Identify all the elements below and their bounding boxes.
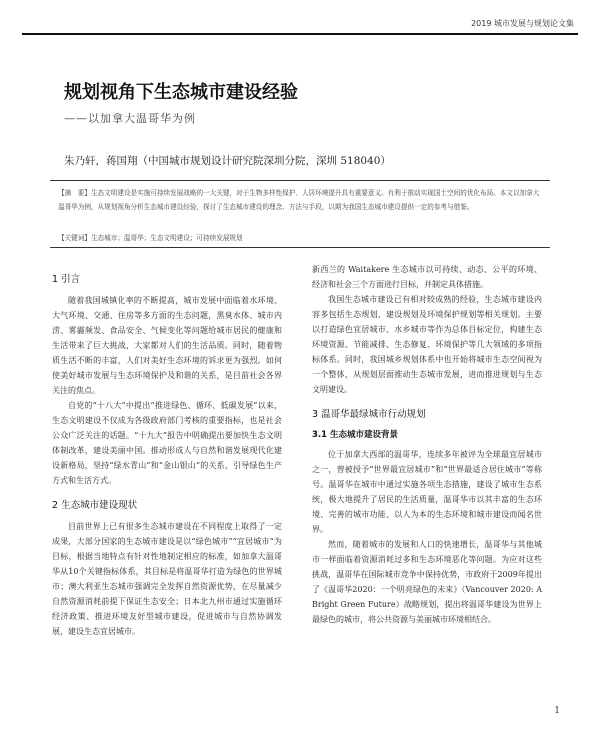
paragraph: 新西兰的 Waitakere 生态城市以可持续、动态、公平的环境、经济和社会三个方面进行目标，并制定具体措施。 — [312, 265, 542, 289]
right-column — [312, 262, 542, 627]
article-subtitle: ——以加拿大温哥华为例 — [64, 112, 196, 125]
abstract: 【摘 要】生态文明建设是实施可持续发展战略的一大关键，对于生物多样性保护、人居环境提升具有重要意义。有利于推动实现国土空间的优化布局。本文以加拿大温哥华为例，从规划视角分析生态城市建设经验，探讨了生态城市建设的理念、方法与手段，以期为我国生态城市建设提供一定的参考与借鉴。 — [58, 189, 540, 211]
header-rule — [22, 33, 578, 35]
left-column — [52, 262, 282, 639]
section-heading-vancouver-plan: 3 温哥华最绿城市行动规划 — [312, 409, 426, 420]
article-authors: 朱乃轩，蒋国翔（中国城市规划设计研究院深圳分院，深圳 518040） — [64, 155, 391, 167]
paragraph: 目前世界上已有很多生态城市建设在不同程度上取得了一定成果，大部分国家的生态城市建设是以“绿色城市”“宜居城市”为目标，根据当地特点有针对性地制定相应的标准，如加拿大温哥华从10个关键指标体系，其目标是将温哥华打造为绿色的世界城市；澳大利亚生态城市强调完全发挥自然资源优势，在尽量减少自然资源消耗前提下保证生态安全；日本北九州市通过实施循环经济政策、推进环境友好型城市建设，促进城市与自然协调发展，建设生态宜居城市。 — [52, 522, 282, 636]
paragraph: 我国生态城市建设已有相对较成熟的经验，生态城市建设内容多包括生态规划、建设规划及环境保护规划等相关规划。主要以打造绿色宜居城市、水乡城市等作为总体目标定位，构建生态环境资源、节能减排、生态修复、环境保护等几大领域的多项指标体系。同时，我国城乡规划体系中也开始将城市生态空间视为一个整体，从规划层面推动生态城市发展，进而推进规划与生态文明建设。 — [312, 295, 542, 394]
keywords: 【关键词】生态城市；温哥华；生态文明建设；可持续发展规划 — [58, 234, 243, 242]
subsection-heading-background: 3.1 生态城市建设背景 — [312, 430, 399, 440]
abstract-rule-top — [50, 180, 550, 181]
paragraph: 随着我国城镇化率的不断提高，城市发展中面临着水环境、大气环境、交通、住房等多方面的生态问题，黑臭水体、城市内涝、雾霾频发、食品安全、气候变化等问题给城市居民的健康和生活带来了巨大挑战，大家都对人们的生活品质。同时，随着物质生活不断的丰富，人们对美好生态环境的诉求更为强烈。如何使美好城市发展与生态环境保护及和谐的关系，是目前社会各界关注的焦点。 — [52, 296, 282, 395]
section-heading-introduction: 1 引言 — [52, 274, 81, 285]
paragraph: 位于加拿大西部的温哥华，连续多年被评为全球最宜居城市之一，曾被授予“世界最宜居城市”和“世界最适合居住城市”等称号。温哥华在城市中通过实施各项生态措施，建设了城市生态系统，极大地提升了居民的生活质量，温哥华市以其丰富的生态环境、完善的城市功能、以人为本的生态环境和城市建设而闻名世界。 — [312, 450, 542, 534]
section-heading-status: 2 生态城市建设现状 — [52, 500, 138, 511]
paragraph: 然而，随着城市的发展和人口的快速增长，温哥华与其他城市一样面临着资源消耗过多和生态环境恶化等问题。为应对这些挑战，温哥华在国际城市竞争中保持优势，市政府于2009年提出了《温哥华2020：一个明亮绿色的未来》（Vancouver 2020: A Bright Green Future）战略规划，提出将温哥华建设为世界上最绿色的城市，将公共资源与美丽城市环境相结合。 — [312, 540, 542, 624]
running-head: 2019 城市发展与规划论文集 — [471, 19, 574, 28]
article-title: 规划视角下生态城市建设经验 — [64, 82, 298, 103]
paragraph: 自党的“十八大”中提出“推进绿色、循环、低碳发展”以来，生态文明建设不仅成为各级政府部门考核的重要指标，也是社会公众广泛关注的话题。“十九大”报告中明确提出要加快生态文明体制改革，建设美丽中国。推动形成人与自然和谐发展现代化建设新格局，坚持“绿水青山”和“金山银山”的关系，引导绿色生产方式和生活方式。 — [52, 401, 282, 485]
page-number: 1 — [554, 706, 560, 716]
abstract-rule-bottom — [50, 247, 550, 248]
